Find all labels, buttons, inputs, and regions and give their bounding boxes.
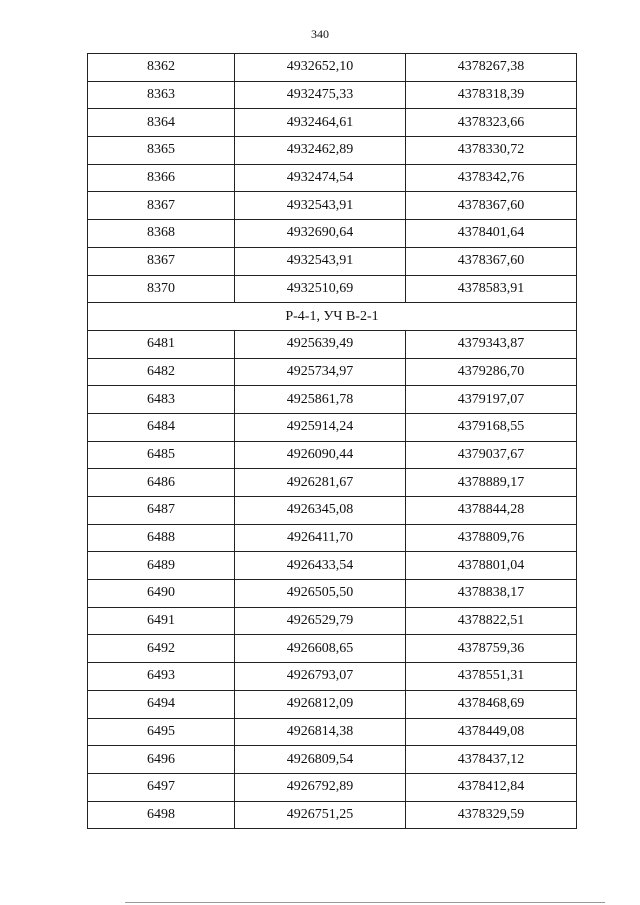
table-row bbox=[88, 580, 577, 608]
page-number: 340 bbox=[311, 27, 329, 41]
x-coordinate-cell: 4925861,78 bbox=[235, 386, 406, 414]
table-row bbox=[88, 635, 577, 663]
point-id-cell: 6485 bbox=[88, 441, 235, 469]
point-id-cell: 8367 bbox=[88, 192, 235, 220]
section-header-row bbox=[88, 303, 577, 331]
point-id-cell: 6487 bbox=[88, 497, 235, 525]
table-row bbox=[88, 497, 577, 525]
y-coordinate-cell: 4378330,72 bbox=[406, 137, 577, 165]
y-coordinate-cell: 4378401,64 bbox=[406, 220, 577, 248]
x-coordinate-cell: 4932474,54 bbox=[235, 164, 406, 192]
y-coordinate-cell: 4379286,70 bbox=[406, 358, 577, 386]
x-coordinate-cell: 4925639,49 bbox=[235, 330, 406, 358]
y-coordinate-cell: 4378759,36 bbox=[406, 635, 577, 663]
y-coordinate-cell: 4378367,60 bbox=[406, 192, 577, 220]
x-coordinate-cell: 4932464,61 bbox=[235, 109, 406, 137]
x-coordinate-cell: 4926090,44 bbox=[235, 441, 406, 469]
y-coordinate-cell: 4378267,38 bbox=[406, 54, 577, 82]
point-id-cell: 6498 bbox=[88, 801, 235, 829]
y-coordinate-cell: 4378342,76 bbox=[406, 164, 577, 192]
x-coordinate-cell: 4926411,70 bbox=[235, 524, 406, 552]
point-id-cell: 6482 bbox=[88, 358, 235, 386]
page-bottom-rule bbox=[125, 902, 605, 903]
point-id-cell: 6495 bbox=[88, 718, 235, 746]
point-id-cell: 6497 bbox=[88, 773, 235, 801]
point-id-cell: 6489 bbox=[88, 552, 235, 580]
point-id-cell: 8362 bbox=[88, 54, 235, 82]
x-coordinate-cell: 4932510,69 bbox=[235, 275, 406, 303]
x-coordinate-cell: 4926792,89 bbox=[235, 773, 406, 801]
point-id-cell: 6486 bbox=[88, 469, 235, 497]
x-coordinate-cell: 4932543,91 bbox=[235, 192, 406, 220]
y-coordinate-cell: 4378468,69 bbox=[406, 690, 577, 718]
x-coordinate-cell: 4932652,10 bbox=[235, 54, 406, 82]
table-row bbox=[88, 192, 577, 220]
coordinates-table-body bbox=[88, 54, 577, 829]
table-row bbox=[88, 137, 577, 165]
y-coordinate-cell: 4378889,17 bbox=[406, 469, 577, 497]
point-id-cell: 6484 bbox=[88, 413, 235, 441]
x-coordinate-cell: 4932690,64 bbox=[235, 220, 406, 248]
point-id-cell: 6496 bbox=[88, 746, 235, 774]
x-coordinate-cell: 4926812,09 bbox=[235, 690, 406, 718]
point-id-cell: 6481 bbox=[88, 330, 235, 358]
x-coordinate-cell: 4932475,33 bbox=[235, 81, 406, 109]
point-id-cell: 6493 bbox=[88, 663, 235, 691]
x-coordinate-cell: 4925914,24 bbox=[235, 413, 406, 441]
table-row bbox=[88, 247, 577, 275]
y-coordinate-cell: 4378809,76 bbox=[406, 524, 577, 552]
y-coordinate-cell: 4379168,55 bbox=[406, 413, 577, 441]
x-coordinate-cell: 4926505,50 bbox=[235, 580, 406, 608]
point-id-cell: 8367 bbox=[88, 247, 235, 275]
table-row bbox=[88, 358, 577, 386]
table-row bbox=[88, 690, 577, 718]
table-row bbox=[88, 220, 577, 248]
y-coordinate-cell: 4378323,66 bbox=[406, 109, 577, 137]
x-coordinate-cell: 4926814,38 bbox=[235, 718, 406, 746]
point-id-cell: 8366 bbox=[88, 164, 235, 192]
table-row bbox=[88, 746, 577, 774]
y-coordinate-cell: 4379037,67 bbox=[406, 441, 577, 469]
y-coordinate-cell: 4378801,04 bbox=[406, 552, 577, 580]
y-coordinate-cell: 4378838,17 bbox=[406, 580, 577, 608]
x-coordinate-cell: 4926751,25 bbox=[235, 801, 406, 829]
x-coordinate-cell: 4925734,97 bbox=[235, 358, 406, 386]
x-coordinate-cell: 4932462,89 bbox=[235, 137, 406, 165]
point-id-cell: 6491 bbox=[88, 607, 235, 635]
y-coordinate-cell: 4379197,07 bbox=[406, 386, 577, 414]
table-row bbox=[88, 109, 577, 137]
point-id-cell: 6483 bbox=[88, 386, 235, 414]
point-id-cell: 6492 bbox=[88, 635, 235, 663]
point-id-cell: 6488 bbox=[88, 524, 235, 552]
point-id-cell: 8368 bbox=[88, 220, 235, 248]
table-row bbox=[88, 607, 577, 635]
x-coordinate-cell: 4926529,79 bbox=[235, 607, 406, 635]
x-coordinate-cell: 4926793,07 bbox=[235, 663, 406, 691]
x-coordinate-cell: 4926281,67 bbox=[235, 469, 406, 497]
table-row bbox=[88, 386, 577, 414]
x-coordinate-cell: 4926345,08 bbox=[235, 497, 406, 525]
x-coordinate-cell: 4926809,54 bbox=[235, 746, 406, 774]
x-coordinate-cell: 4926608,65 bbox=[235, 635, 406, 663]
coordinates-table bbox=[87, 53, 577, 829]
point-id-cell: 6490 bbox=[88, 580, 235, 608]
y-coordinate-cell: 4378844,28 bbox=[406, 497, 577, 525]
y-coordinate-cell: 4378437,12 bbox=[406, 746, 577, 774]
x-coordinate-cell: 4926433,54 bbox=[235, 552, 406, 580]
section-title: Р-4-1, УЧ В-2-1 bbox=[88, 303, 577, 331]
point-id-cell: 8365 bbox=[88, 137, 235, 165]
y-coordinate-cell: 4379343,87 bbox=[406, 330, 577, 358]
y-coordinate-cell: 4378412,84 bbox=[406, 773, 577, 801]
y-coordinate-cell: 4378367,60 bbox=[406, 247, 577, 275]
table-row bbox=[88, 469, 577, 497]
point-id-cell: 8370 bbox=[88, 275, 235, 303]
y-coordinate-cell: 4378329,59 bbox=[406, 801, 577, 829]
table-row bbox=[88, 524, 577, 552]
y-coordinate-cell: 4378318,39 bbox=[406, 81, 577, 109]
table-row bbox=[88, 54, 577, 82]
table-row bbox=[88, 663, 577, 691]
table-row bbox=[88, 441, 577, 469]
table-row bbox=[88, 718, 577, 746]
table-row bbox=[88, 413, 577, 441]
table-row bbox=[88, 81, 577, 109]
y-coordinate-cell: 4378822,51 bbox=[406, 607, 577, 635]
table-row bbox=[88, 164, 577, 192]
y-coordinate-cell: 4378583,91 bbox=[406, 275, 577, 303]
table-row bbox=[88, 773, 577, 801]
table-row bbox=[88, 275, 577, 303]
x-coordinate-cell: 4932543,91 bbox=[235, 247, 406, 275]
table-row bbox=[88, 330, 577, 358]
table-row bbox=[88, 801, 577, 829]
table-row bbox=[88, 552, 577, 580]
y-coordinate-cell: 4378551,31 bbox=[406, 663, 577, 691]
point-id-cell: 8364 bbox=[88, 109, 235, 137]
y-coordinate-cell: 4378449,08 bbox=[406, 718, 577, 746]
point-id-cell: 6494 bbox=[88, 690, 235, 718]
point-id-cell: 8363 bbox=[88, 81, 235, 109]
